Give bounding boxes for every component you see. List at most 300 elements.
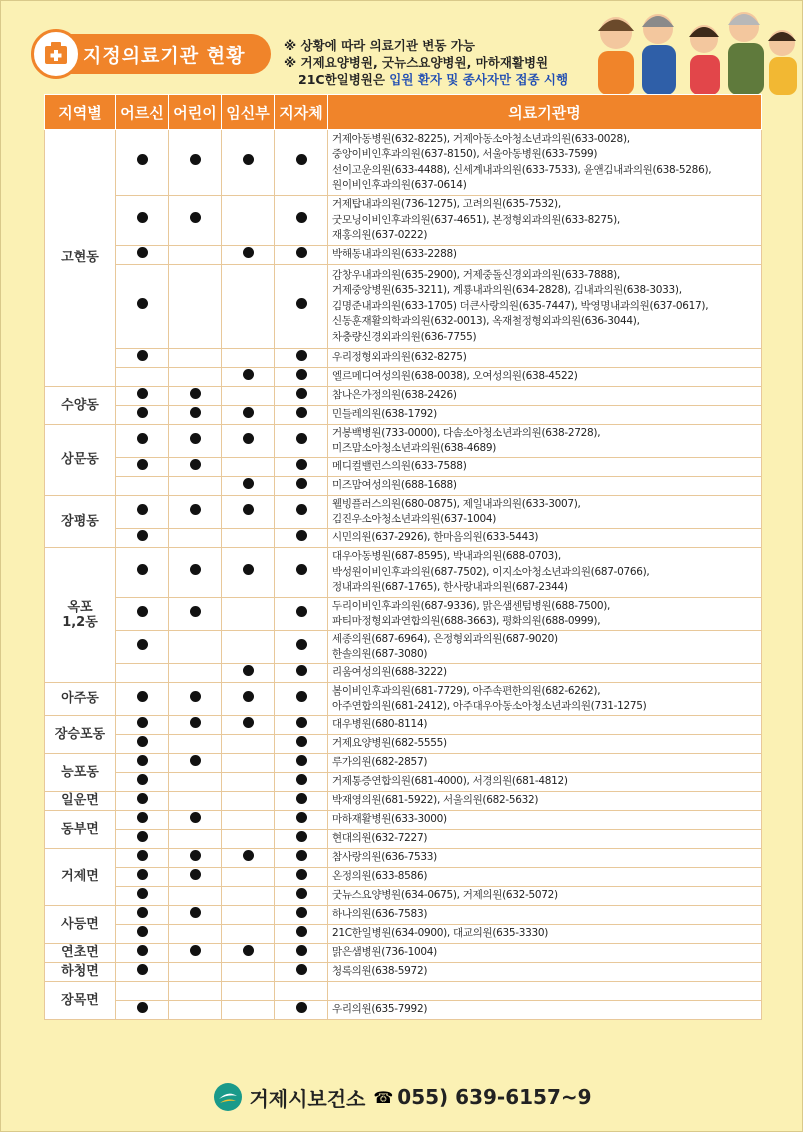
filled-circle-icon <box>296 154 307 165</box>
dot-local-cell <box>275 830 328 849</box>
table-row <box>45 849 762 868</box>
dot-children-cell <box>169 683 222 716</box>
filled-circle-icon <box>190 504 201 515</box>
region-cell: 장목면 <box>45 982 116 1020</box>
dot-local-cell <box>275 683 328 716</box>
institution-line: 선이고운의원(633-4488), 신세계내과의원(633-7533), 윤앤김내과의원(638-5286), <box>332 163 712 176</box>
filled-circle-icon <box>137 755 148 766</box>
col-header-elderly: 어르신 <box>116 95 169 130</box>
table-row <box>45 792 762 811</box>
institution-line: 감창우내과의원(635-2900), 거제중돌신경외과의원(633-7888), <box>332 268 620 281</box>
dot-elderly-cell <box>116 683 169 716</box>
dot-pregnant-cell <box>222 368 275 387</box>
dot-local-cell <box>275 792 328 811</box>
dot-local-cell <box>275 130 328 196</box>
filled-circle-icon <box>190 850 201 861</box>
dot-children-cell <box>169 906 222 925</box>
table-row <box>45 811 762 830</box>
filled-circle-icon <box>137 154 148 165</box>
filled-circle-icon <box>296 478 307 489</box>
institution-line: 대우아동병원(687-8595), 박내과의원(688-0703), <box>332 550 561 563</box>
dot-pregnant-cell <box>222 868 275 887</box>
institution-cell <box>328 792 762 811</box>
filled-circle-icon <box>296 530 307 541</box>
region-cell: 수양동 <box>45 387 116 425</box>
institution-cell <box>328 887 762 906</box>
dot-local-cell <box>275 349 328 368</box>
dot-children-cell <box>169 792 222 811</box>
institution-cell <box>328 830 762 849</box>
region-cell: 고현동 <box>45 130 116 387</box>
institution-cell <box>328 458 762 477</box>
dot-local-cell <box>275 735 328 754</box>
institution-cell <box>328 664 762 683</box>
dot-elderly-cell <box>116 906 169 925</box>
filled-circle-icon <box>296 459 307 470</box>
dot-children-cell <box>169 664 222 683</box>
filled-circle-icon <box>296 831 307 842</box>
dot-children-cell <box>169 773 222 792</box>
institution-line: 청록의원(638-5972) <box>332 965 428 978</box>
col-header-children: 어린이 <box>169 95 222 130</box>
region-cell: 거제면 <box>45 849 116 906</box>
institution-line: 박성원이비인후과의원(687-7502), 이지소아청소년과의원(687-0766), <box>332 565 650 578</box>
table-row <box>45 944 762 963</box>
dot-pregnant-cell <box>222 406 275 425</box>
table-row <box>45 664 762 683</box>
institution-line: 김진우소아청소년과의원(637-1004) <box>332 513 497 525</box>
dot-pregnant-cell <box>222 664 275 683</box>
table-row <box>45 548 762 598</box>
institution-line: 메디컬밸런스의원(633-7588) <box>332 460 467 473</box>
institution-line: 정내과의원(687-1765), 한사랑내과의원(687-2344) <box>332 581 568 594</box>
institution-line: 거제중앙병원(635-3211), 계룡내과의원(634-2828), 김내과의원(638-3033), <box>332 284 682 297</box>
institution-line: 굿뉴스요양병원(634-0675), 거제의원(632-5072) <box>332 889 558 902</box>
dot-children-cell <box>169 887 222 906</box>
filled-circle-icon <box>137 717 148 728</box>
filled-circle-icon <box>296 433 307 444</box>
institution-cell <box>328 477 762 496</box>
institution-line: 거제탑내과의원(736-1275), 고려의원(635-7532), <box>332 198 561 211</box>
filled-circle-icon <box>137 945 148 956</box>
institution-line: 한솔의원(687-3080) <box>332 648 428 660</box>
filled-circle-icon <box>137 530 148 541</box>
institution-cell <box>328 349 762 368</box>
table-row <box>45 735 762 754</box>
dot-elderly-cell <box>116 598 169 631</box>
institution-line: 시민의원(637-2926), 한마음의원(633-5443) <box>332 531 539 544</box>
footer-org: 거제시보건소 <box>249 1086 366 1111</box>
dot-children-cell <box>169 387 222 406</box>
filled-circle-icon <box>137 247 148 258</box>
dot-local-cell <box>275 598 328 631</box>
institution-line: 우리정형외과의원(632-8275) <box>332 351 467 364</box>
dot-pregnant-cell <box>222 906 275 925</box>
phone-icon: ☎ <box>373 1087 394 1107</box>
filled-circle-icon <box>296 407 307 418</box>
table-row <box>45 349 762 368</box>
institution-cell <box>328 1001 762 1020</box>
filled-circle-icon <box>190 388 201 399</box>
filled-circle-icon <box>243 717 254 728</box>
filled-circle-icon <box>296 504 307 515</box>
institution-cell <box>328 529 762 548</box>
family-illustration <box>586 3 801 95</box>
institution-cell <box>328 683 762 716</box>
filled-circle-icon <box>243 564 254 575</box>
filled-circle-icon <box>137 350 148 361</box>
region-cell: 옥포 1,2동 <box>45 548 116 683</box>
table-row <box>45 598 762 631</box>
filled-circle-icon <box>190 907 201 918</box>
filled-circle-icon <box>296 736 307 747</box>
institution-line: 파티마정형외과연합의원(688-3663), 평화의원(688-0999), <box>332 615 601 627</box>
filled-circle-icon <box>296 606 307 617</box>
filled-circle-icon <box>190 564 201 575</box>
dot-pregnant-cell <box>222 265 275 349</box>
col-header-institution: 의료기관명 <box>328 95 762 130</box>
dot-pregnant-cell <box>222 1001 275 1020</box>
filled-circle-icon <box>137 388 148 399</box>
filled-circle-icon <box>296 755 307 766</box>
col-header-local: 지자체 <box>275 95 328 130</box>
table-row <box>45 477 762 496</box>
institution-line: 봄이비인후과의원(681-7729), 아주속편한의원(682-6262), <box>332 684 601 697</box>
dot-elderly-cell <box>116 349 169 368</box>
filled-circle-icon <box>296 247 307 258</box>
dot-pregnant-cell <box>222 963 275 982</box>
dot-pregnant-cell <box>222 925 275 944</box>
dot-pregnant-cell <box>222 811 275 830</box>
dot-elderly-cell <box>116 849 169 868</box>
table-row <box>45 716 762 735</box>
table-row <box>45 1001 762 1020</box>
institution-line: 아주연합의원(681-2412), 아주대우아동소아청소년과의원(731-1275) <box>332 700 647 712</box>
institution-line: 미즈맘여성의원(688-1688) <box>332 479 457 492</box>
region-cell: 하청면 <box>45 963 116 982</box>
dot-children-cell <box>169 631 222 664</box>
filled-circle-icon <box>137 606 148 617</box>
filled-circle-icon <box>190 812 201 823</box>
table-row <box>45 368 762 387</box>
institution-line: 리움여성의원(688-3222) <box>332 666 447 679</box>
filled-circle-icon <box>137 793 148 804</box>
institution-line: 차충량신경외과의원(636-7755) <box>332 330 477 343</box>
dot-local-cell <box>275 773 328 792</box>
table-row <box>45 631 762 664</box>
dot-children-cell <box>169 868 222 887</box>
filled-circle-icon <box>137 831 148 842</box>
filled-circle-icon <box>137 964 148 975</box>
table-row <box>45 387 762 406</box>
table-row <box>45 887 762 906</box>
region-cell: 장승포동 <box>45 716 116 754</box>
col-header-region: 지역별 <box>45 95 116 130</box>
dot-local-cell <box>275 849 328 868</box>
institution-cell <box>328 811 762 830</box>
dot-elderly-cell <box>116 425 169 458</box>
table-row <box>45 130 762 196</box>
filled-circle-icon <box>296 717 307 728</box>
dot-local-cell <box>275 868 328 887</box>
institution-line: 마하재활병원(633-3000) <box>332 813 447 826</box>
dot-elderly-cell <box>116 887 169 906</box>
dot-elderly-cell <box>116 458 169 477</box>
filled-circle-icon <box>296 350 307 361</box>
filled-circle-icon <box>137 774 148 785</box>
dot-children-cell <box>169 830 222 849</box>
dot-elderly-cell <box>116 265 169 349</box>
institution-cell <box>328 425 762 458</box>
institution-cell <box>328 906 762 925</box>
dot-children-cell <box>169 349 222 368</box>
dot-pregnant-cell <box>222 425 275 458</box>
filled-circle-icon <box>296 665 307 676</box>
institution-line: 김명준내과의원(633-1705) 더큰사랑의원(635-7447), 박영명내과의원(637-0617), <box>332 299 709 312</box>
filled-circle-icon <box>296 369 307 380</box>
dot-pregnant-cell <box>222 477 275 496</box>
dot-pregnant-cell <box>222 458 275 477</box>
filled-circle-icon <box>137 1002 148 1013</box>
institution-line: 민들레의원(638-1792) <box>332 408 437 421</box>
dot-local-cell <box>275 496 328 529</box>
filled-circle-icon <box>137 504 148 515</box>
institution-cell <box>328 496 762 529</box>
dot-children-cell <box>169 496 222 529</box>
note-1: ※ 상황에 따라 의료기관 변동 가능 <box>284 38 475 53</box>
filled-circle-icon <box>296 888 307 899</box>
region-cell: 사등면 <box>45 906 116 944</box>
dot-pregnant-cell <box>222 735 275 754</box>
institution-cell <box>328 246 762 265</box>
filled-circle-icon <box>190 717 201 728</box>
dot-elderly-cell <box>116 1001 169 1020</box>
table-row <box>45 683 762 716</box>
institution-cell <box>328 944 762 963</box>
notes <box>284 37 568 88</box>
dot-local-cell <box>275 944 328 963</box>
dot-local-cell <box>275 716 328 735</box>
dot-elderly-cell <box>116 529 169 548</box>
filled-circle-icon <box>190 606 201 617</box>
dot-local-cell <box>275 754 328 773</box>
filled-circle-icon <box>137 850 148 861</box>
dot-elderly-cell <box>116 716 169 735</box>
filled-circle-icon <box>137 926 148 937</box>
filled-circle-icon <box>137 888 148 899</box>
dot-pregnant-cell <box>222 598 275 631</box>
table-row <box>45 830 762 849</box>
institution-line: 세종의원(687-6964), 은정형외과의원(687-9020) <box>332 632 558 645</box>
dot-pregnant-cell <box>222 349 275 368</box>
dot-local-cell <box>275 906 328 925</box>
note-2: ※ 거제요양병원, 굿뉴스요양병원, 마하재활병원 <box>284 55 549 70</box>
institution-line: 재홍의원(637-0222) <box>332 229 428 242</box>
dot-local-cell <box>275 963 328 982</box>
institution-cell <box>328 925 762 944</box>
filled-circle-icon <box>296 850 307 861</box>
dot-local-cell <box>275 246 328 265</box>
institution-cell <box>328 196 762 246</box>
region-cell: 일운면 <box>45 792 116 811</box>
institution-line: 거제통증연합의원(681-4000), 서경의원(681-4812) <box>332 775 568 788</box>
note-3: 21C한일병원은 입원 환자 및 종사자만 접종 시행 <box>298 72 569 87</box>
dot-elderly-cell <box>116 130 169 196</box>
dot-local-cell <box>275 368 328 387</box>
dot-local-cell <box>275 196 328 246</box>
filled-circle-icon <box>243 478 254 489</box>
dot-elderly-cell <box>116 811 169 830</box>
dot-local-cell <box>275 265 328 349</box>
dot-pregnant-cell <box>222 792 275 811</box>
filled-circle-icon <box>137 564 148 575</box>
dot-children-cell <box>169 406 222 425</box>
institution-line: 온정의원(633-8586) <box>332 870 428 883</box>
dot-pregnant-cell <box>222 830 275 849</box>
dot-children-cell <box>169 246 222 265</box>
institution-line: 박재영의원(681-5922), 서울의원(682-5632) <box>332 794 539 807</box>
filled-circle-icon <box>296 793 307 804</box>
dot-elderly-cell <box>116 496 169 529</box>
dot-local-cell <box>275 458 328 477</box>
dot-children-cell <box>169 811 222 830</box>
institution-cell <box>328 387 762 406</box>
dot-children-cell <box>169 735 222 754</box>
dot-local-cell <box>275 664 328 683</box>
institution-line: 맑은샘병원(736-1004) <box>332 946 437 959</box>
dot-pregnant-cell <box>222 130 275 196</box>
table-body <box>45 130 762 1020</box>
dot-pregnant-cell <box>222 716 275 735</box>
dot-children-cell <box>169 548 222 598</box>
dot-children-cell <box>169 196 222 246</box>
page-title-text: 지정의료기관 현황 <box>83 44 246 67</box>
institution-line: 원이비인후과의원(637-0614) <box>332 179 467 191</box>
dot-children-cell <box>169 130 222 196</box>
dot-elderly-cell <box>116 664 169 683</box>
dot-elderly-cell <box>116 830 169 849</box>
dot-children-cell <box>169 925 222 944</box>
dot-local-cell <box>275 548 328 598</box>
institution-cell <box>328 631 762 664</box>
filled-circle-icon <box>190 459 201 470</box>
filled-circle-icon <box>243 247 254 258</box>
filled-circle-icon <box>243 369 254 380</box>
dot-elderly-cell <box>116 387 169 406</box>
institution-cell <box>328 849 762 868</box>
dot-pregnant-cell <box>222 683 275 716</box>
institution-line: 하나의원(636-7583) <box>332 908 428 921</box>
filled-circle-icon <box>243 433 254 444</box>
filled-circle-icon <box>296 691 307 702</box>
filled-circle-icon <box>137 639 148 650</box>
dot-elderly-cell <box>116 963 169 982</box>
table-row <box>45 196 762 246</box>
region-cell: 아주동 <box>45 683 116 716</box>
filled-circle-icon <box>243 945 254 956</box>
filled-circle-icon <box>296 564 307 575</box>
dot-children-cell <box>169 982 222 1001</box>
filled-circle-icon <box>137 407 148 418</box>
health-center-logo-icon <box>213 1082 243 1112</box>
dot-pregnant-cell <box>222 387 275 406</box>
filled-circle-icon <box>296 869 307 880</box>
dot-children-cell <box>169 754 222 773</box>
filled-circle-icon <box>296 212 307 223</box>
institution-line: 엘르메디여성의원(638-0038), 오여성의원(638-4522) <box>332 370 578 383</box>
institution-line: 21C한일병원(634-0900), 대교의원(635-3330) <box>332 927 549 940</box>
institution-line: 우리의원(635-7992) <box>332 1003 428 1016</box>
table-row <box>45 925 762 944</box>
dot-elderly-cell <box>116 792 169 811</box>
institution-cell <box>328 368 762 387</box>
filled-circle-icon <box>137 298 148 309</box>
filled-circle-icon <box>137 212 148 223</box>
dot-local-cell <box>275 887 328 906</box>
institution-line: 두리이비인후과의원(687-9336), 맑은샘센텀병원(688-7500), <box>332 599 611 612</box>
filled-circle-icon <box>243 154 254 165</box>
institution-line: 거제아동병원(632-8225), 거제아동소아청소년과의원(633-0028), <box>332 132 630 145</box>
dot-children-cell <box>169 1001 222 1020</box>
institution-cell <box>328 265 762 349</box>
filled-circle-icon <box>190 691 201 702</box>
dot-elderly-cell <box>116 406 169 425</box>
institution-line: 신동훈재활의학과의원(632-0013), 옥재철정형외과의원(636-3044), <box>332 315 640 328</box>
dot-pregnant-cell <box>222 548 275 598</box>
dot-elderly-cell <box>116 982 169 1001</box>
filled-circle-icon <box>190 212 201 223</box>
dot-elderly-cell <box>116 477 169 496</box>
institution-cell <box>328 963 762 982</box>
institution-cell <box>328 868 762 887</box>
dot-pregnant-cell <box>222 246 275 265</box>
filled-circle-icon <box>190 755 201 766</box>
institution-line: 굿모닝이비인후과의원(637-4651), 본정형외과의원(633-8275), <box>332 213 620 226</box>
institution-line: 거봉백병원(733-0000), 다솜소아청소년과의원(638-2728), <box>332 426 601 439</box>
filled-circle-icon <box>296 907 307 918</box>
dot-pregnant-cell <box>222 887 275 906</box>
dot-children-cell <box>169 598 222 631</box>
dot-children-cell <box>169 529 222 548</box>
filled-circle-icon <box>296 945 307 956</box>
dot-pregnant-cell <box>222 496 275 529</box>
institution-line: 참사랑의원(636-7533) <box>332 851 437 864</box>
dot-elderly-cell <box>116 868 169 887</box>
footer-phone: 055) 639-6157~9 <box>397 1085 592 1109</box>
hospital-icon <box>31 29 81 79</box>
filled-circle-icon <box>296 926 307 937</box>
dot-local-cell <box>275 982 328 1001</box>
filled-circle-icon <box>190 154 201 165</box>
institution-cell <box>328 773 762 792</box>
region-cell: 능포동 <box>45 754 116 792</box>
institution-cell <box>328 754 762 773</box>
dot-children-cell <box>169 425 222 458</box>
dot-children-cell <box>169 477 222 496</box>
table-row <box>45 458 762 477</box>
dot-local-cell <box>275 1001 328 1020</box>
dot-children-cell <box>169 458 222 477</box>
dot-elderly-cell <box>116 925 169 944</box>
dot-pregnant-cell <box>222 849 275 868</box>
institution-cell <box>328 598 762 631</box>
table-row <box>45 754 762 773</box>
institution-line: 참나은가정의원(638-2426) <box>332 389 457 402</box>
table-row <box>45 529 762 548</box>
filled-circle-icon <box>137 691 148 702</box>
institution-line: 루가의원(682-2857) <box>332 756 428 769</box>
dot-children-cell <box>169 265 222 349</box>
